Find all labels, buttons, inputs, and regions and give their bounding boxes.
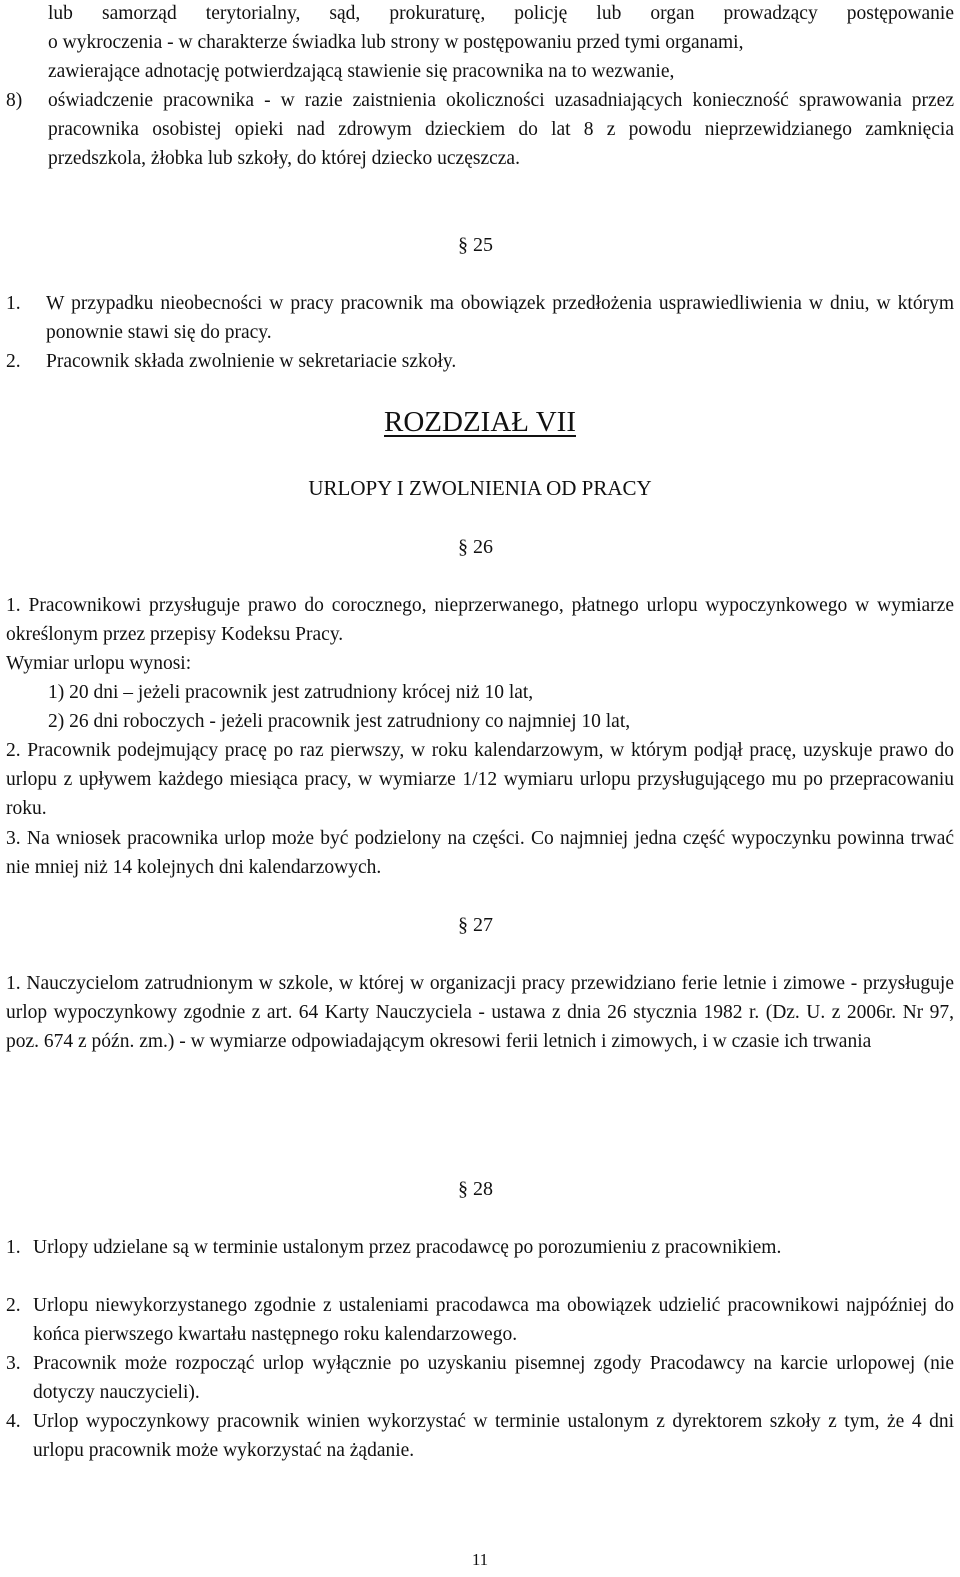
section-28-heading: § 28 xyxy=(458,1178,493,1200)
chapter-subtitle: URLOPY I ZWOLNIENIA OD PRACY xyxy=(308,476,652,500)
s26-item-2: 2) 26 dni roboczych - jeżeli pracownik jest zatrudniony co najmniej 10 lat, xyxy=(48,711,631,732)
item-8-number: 8) xyxy=(6,90,23,111)
section-25-heading: § 25 xyxy=(458,234,493,256)
s26-p1: 1. Pracownikowi przysługuje prawo do corocznego, nieprzerwanego, płatnego urlopu wypoczynkowego w wymiarze określonym przez przepisy Kodeksu Pracy. xyxy=(6,595,954,645)
page-number: 11 xyxy=(471,1550,489,1569)
s25-p2-text: Pracownik składa zwolnienie w sekretariacie szkoły. xyxy=(46,351,457,372)
chapter-title: ROZDZIAŁ VII xyxy=(384,406,576,438)
s27-p1: 1. Nauczycielom zatrudnionym w szkole, w której w organizacji pracy przewidziano ferie letnie i zimowe - przysługuje urlop wypoczynkowy zgodnie z art. 64 Karty Nauczyciela - ustawa z dnia 26 stycznia 1982 r. (Dz. U. z 2006r. Nr 97, poz. 674 z późn. zm.) - w wymiarze odpowiadającym okresowi ferii letnich i zimowych, i w czasie ich trwania xyxy=(6,973,954,1052)
section-27-heading: § 27 xyxy=(458,914,493,936)
s26-wymiar: Wymiar urlopu wynosi: xyxy=(6,653,192,674)
continuation-line-2: o wykroczenia - w charakterze świadka lub strony w postępowaniu przed tymi organami, xyxy=(48,32,744,53)
item-8-text: oświadczenie pracownika - w razie zaistnienia okoliczności uzasadniających konieczność sprawowania przez pracownika osobistej opieki nad zdrowym dzieckiem do lat 8 z powodu nieprzewidzianego zamknięcia przedszkola, żłobka lub szkoły, do której dziecko uczęszcza. xyxy=(48,90,954,169)
s28-item-3-number: 3. xyxy=(6,1353,21,1374)
s28-item-1-number: 1. xyxy=(6,1237,21,1258)
s28-item-2-number: 2. xyxy=(6,1295,21,1316)
s26-p2: 2. Pracownik podejmujący pracę po raz pierwszy, w roku kalendarzowym, w którym podjął pracę, uzyskuje prawo do urlopu z upływem każdego miesiąca pracy, w wymiarze 1/12 wymiaru urlopu przysługującego mu po przepracowaniu roku. xyxy=(6,740,954,819)
section-26-heading: § 26 xyxy=(458,536,493,558)
s26-item-1: 1) 20 dni – jeżeli pracownik jest zatrudniony krócej niż 10 lat, xyxy=(48,682,534,703)
s28-item-1-text: Urlopy udzielane są w terminie ustalonym przez pracodawcę po porozumieniu z pracownikiem. xyxy=(33,1237,782,1258)
s28-item-3-text: Pracownik może rozpocząć urlop wyłącznie po uzyskaniu pisemnej zgody Pracodawcy na karcie urlopowej (nie dotyczy nauczycieli). xyxy=(33,1353,954,1403)
continuation-line-3: zawierające adnotację potwierdzającą stawienie się pracownika na to wezwanie, xyxy=(48,61,675,82)
s26-p3: 3. Na wniosek pracownika urlop może być podzielony na części. Co najmniej jedna część wypoczynku powinna trwać nie mniej niż 14 kolejnych dni kalendarzowych. xyxy=(6,828,954,878)
s25-p1-number: 1. xyxy=(6,293,21,314)
s25-p2-number: 2. xyxy=(6,351,21,372)
s28-item-4-number: 4. xyxy=(6,1411,21,1432)
s28-item-4-text: Urlop wypoczynkowy pracownik winien wykorzystać w terminie ustalonym z dyrektorem szkoły z tym, że 4 dni urlopu pracownik może wykorzystać na żądanie. xyxy=(33,1411,954,1461)
s28-item-2-text: Urlopu niewykorzystanego zgodnie z ustaleniami pracodawca ma obowiązek udzielić pracownikowi najpóźniej do końca pierwszego kwartału następnego roku kalendarzowego. xyxy=(33,1295,954,1345)
s25-p1-text: W przypadku nieobecności w pracy pracownik ma obowiązek przedłożenia usprawiedliwienia w dniu, w którym ponownie stawi się do pracy. xyxy=(46,293,954,343)
continuation-line-1: lub samorząd terytorialny, sąd, prokuraturę, policję lub organ prowadzący postępowanie xyxy=(48,3,954,24)
